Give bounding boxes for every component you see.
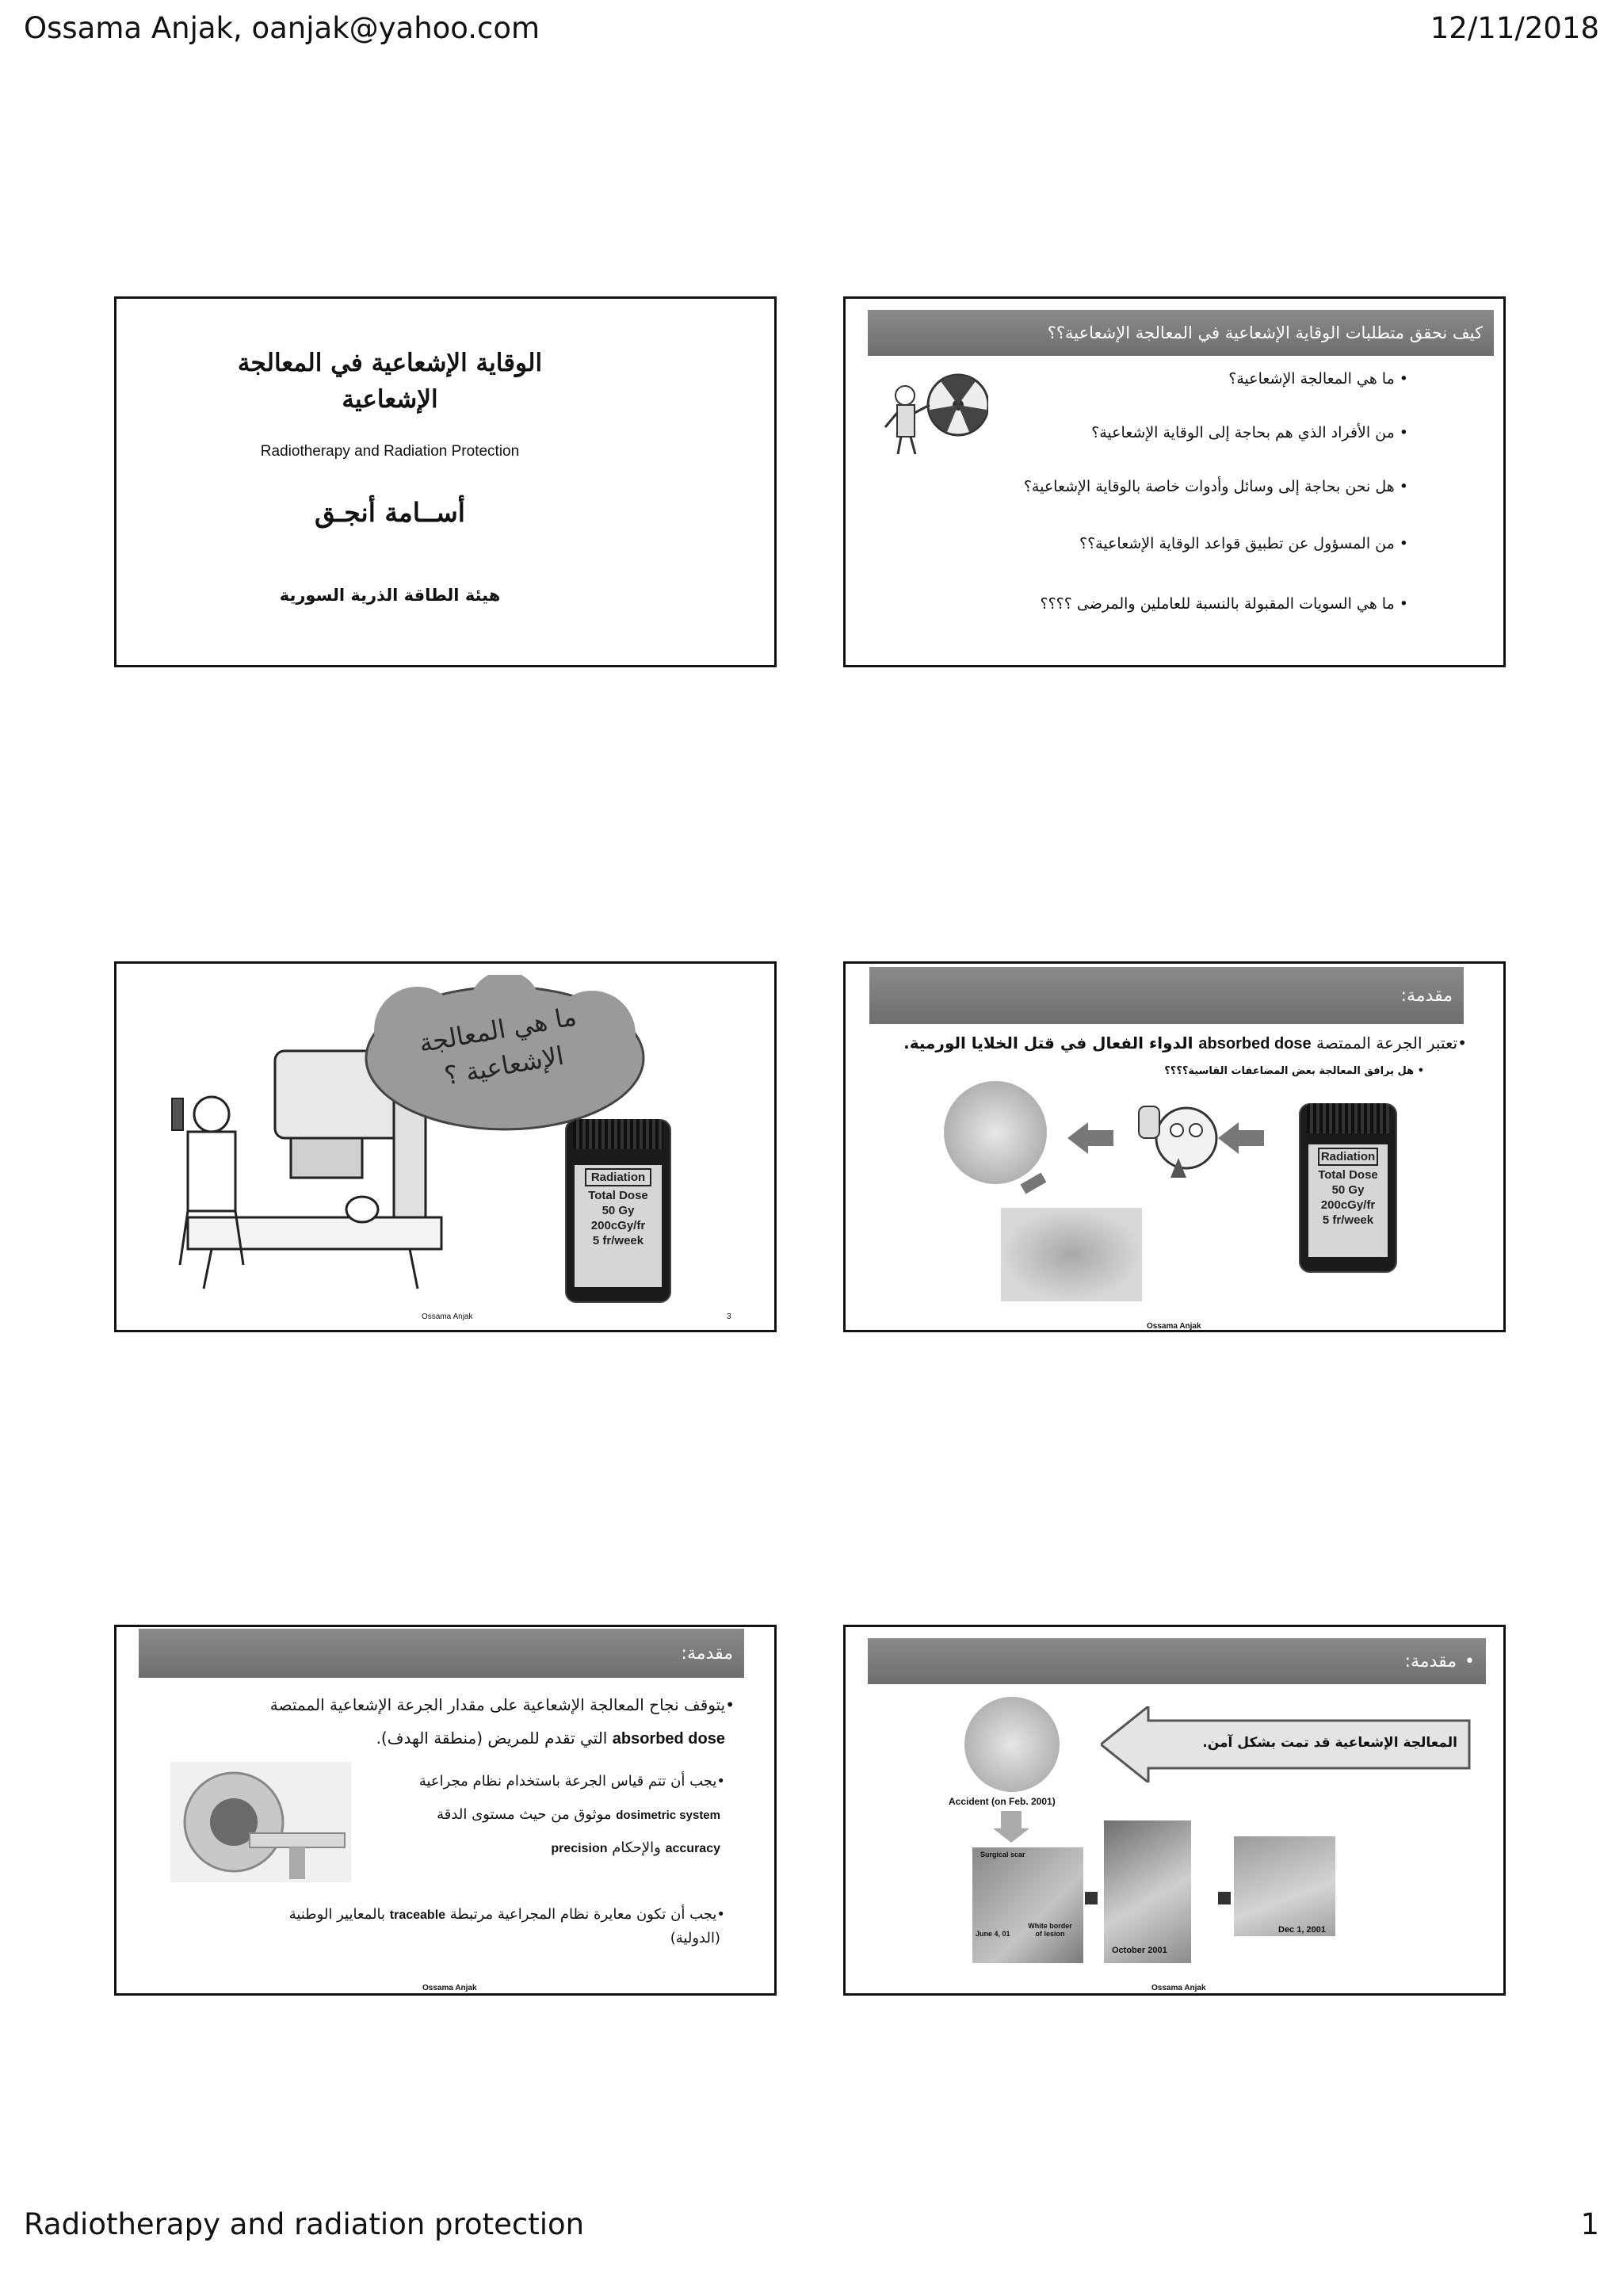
slide-intro-1-bullet-main: •تعتبر الجرعة الممتصة absorbed dose الدواء الفعال في قتل الخلايا الورمية. [903, 1033, 1467, 1052]
bottle-cap [573, 1119, 663, 1149]
slide-intro-2-bullet-2-line1: •يجب أن تتم قياس الجرعة باستخدام نظام مجراعية [418, 1773, 725, 1790]
arrow-left-stem [1088, 1130, 1113, 1146]
injury-photo-october [1104, 1820, 1191, 1963]
arrow-right-icon [1218, 1892, 1231, 1904]
page-footer-number: 1 [1580, 2207, 1599, 2241]
bullet-2-line1-text: يجب أن تتم قياس الجرعة باستخدام نظام مجراعية [418, 1773, 717, 1790]
arrow-down-icon [1001, 1811, 1022, 1828]
slide-intro-3-title-text: مقدمة: [1404, 1651, 1457, 1671]
bottle-label-line4: 5 fr/week [592, 1234, 644, 1247]
slide-questions-bullet-2: • من الأفراد الذي هم بحاجة إلى الوقاية الإشعاعية؟ [1091, 424, 1408, 441]
slide-what-is-radiotherapy [114, 961, 777, 1332]
bullet-3-line1-post: بالمعايير الوطنية [288, 1906, 390, 1923]
slide-intro-1-title: مقدمة: [869, 967, 1464, 1024]
bottle-label-line1: Total Dose [588, 1189, 648, 1202]
skin-injury-photo [1001, 1208, 1142, 1301]
radiation-warning-illustration [877, 364, 988, 459]
bottle-label-line2: 50 Gy [601, 1204, 635, 1217]
slide-title-author: أســامة أنجـق [315, 497, 465, 528]
bullet-2-line2-en: dosimetric system [616, 1809, 720, 1822]
bottle-label-tag: Radiation [1318, 1148, 1378, 1166]
page-header-author: Ossama Anjak, oanjak@yahoo.com [24, 11, 540, 45]
slide-intro-1 [843, 961, 1506, 1332]
slide-intro-3-title: • مقدمة: [868, 1638, 1486, 1684]
slide-intro-2-bullet-2-line2 [437, 1806, 720, 1823]
bottle-label-line1: Total Dose [1318, 1168, 1378, 1182]
slide-number: 3 [727, 1312, 731, 1321]
slide-footer-name: Ossama Anjak [422, 1312, 473, 1321]
october-caption: October 2001 [1112, 1946, 1167, 1955]
slide-questions-title: كيف نحقق متطلبات الوقاية الإشعاعية في المعالجة الإشعاعية؟؟ [868, 310, 1494, 356]
bottle-label-line3: 200cGy/fr [1320, 1198, 1376, 1212]
bullet-main-text-pre: تعتبر الجرعة الممتصة [1311, 1033, 1458, 1052]
linac-machine-photo [170, 1762, 351, 1882]
slide-intro-1-bullet-sub: • هل يرافق المعالجة بعض المضاعفات القاسية؟؟؟؟ [1164, 1065, 1424, 1077]
slide-intro-2 [114, 1625, 777, 1996]
bullet-2-line2-ar: موثوق من حيث مستوى الدقة [437, 1806, 617, 1823]
bullet-3-line1-pre: يجب أن تكون معايرة نظام المجراعية مرتبطة [445, 1906, 717, 1923]
arrow-left-icon [1067, 1122, 1088, 1154]
slide-questions-bullet-1: • ما هي المعالجة الإشعاعية؟ [1228, 370, 1408, 388]
bullet-2-line3-en2: precision [551, 1842, 608, 1855]
slide-questions [843, 296, 1506, 667]
surgical-scar-caption: Surgical scar [980, 1851, 1025, 1859]
slide-footer-name: Ossama Anjak [1147, 1322, 1201, 1331]
slide-title-subtitle: Radiotherapy and Radiation Protection [260, 443, 520, 460]
injury-photo-december [1234, 1836, 1335, 1936]
arrow-down-head [993, 1828, 1029, 1843]
page-footer-title: Radiotherapy and radiation protection [24, 2207, 585, 2241]
radiation-bottle [565, 1119, 671, 1303]
therapy-room-photo [944, 1081, 1047, 1184]
slide-intro-2-bullet-2-line3 [551, 1839, 720, 1856]
slide-intro-2-bullet-1-line1: •يتوقف نجاح المعالجة الإشعاعية على مقدار الجرعة الإشعاعية الممتصة [269, 1695, 735, 1714]
arrow-left-stem [1239, 1130, 1264, 1146]
bottle-label-line2: 50 Gy [1331, 1183, 1365, 1197]
bullet-2-line3-ar: والإحكام [607, 1839, 666, 1856]
mascot-drinking-illustration [1131, 1091, 1226, 1186]
arrow-down-icon [1021, 1172, 1047, 1194]
injury-photo-june [972, 1847, 1083, 1963]
june-caption: June 4, 01 [976, 1930, 1010, 1938]
slide-footer-name: Ossama Anjak [422, 1984, 477, 1992]
bottle-cap [1307, 1103, 1389, 1133]
slide-title-heading: الوقاية الإشعاعية في المعالجة الإشعاعية [237, 349, 543, 414]
bullet-1-line1-text: يتوقف نجاح المعالجة الإشعاعية على مقدار الجرعة الإشعاعية الممتصة [269, 1695, 726, 1714]
bullet-main-text-en: absorbed dose [1198, 1035, 1312, 1052]
slide-questions-bullet-3: • هل نحن بحاجة إلى وسائل وأدوات خاصة بالوقاية الإشعاعية؟ [1024, 478, 1408, 495]
accident-caption: Accident (on Feb. 2001) [949, 1796, 1056, 1807]
arrow-right-icon [1085, 1892, 1098, 1904]
bottle-label-line4: 5 fr/week [1322, 1213, 1374, 1227]
radiation-bottle [1299, 1103, 1397, 1273]
thought-cloud-text: ما هي المعالجة الإشعاعية ؟ [416, 1001, 579, 1091]
slide-intro-3 [843, 1625, 1506, 1996]
slide-title [114, 296, 777, 667]
white-border-caption: White border of lesion [1028, 1922, 1072, 1938]
bullet-1-line2-ar: التي تقدم للمريض (منطقة الهدف). [376, 1729, 613, 1748]
bottle-label [575, 1165, 662, 1287]
slide-questions-bullet-5: • ما هي السويات المقبولة بالنسبة للعاملين والمرضى ؟؟؟؟ [1041, 595, 1409, 613]
bullet-1-line2-en: absorbed dose [612, 1730, 725, 1748]
therapy-room-photo [964, 1697, 1060, 1792]
slide-intro-2-bullet-3-line1: •يجب أن تكون معايرة نظام المجراعية مرتبطة traceable بالمعايير الوطنية [288, 1906, 725, 1923]
slide-title-organization: هيئة الطاقة الذرية السورية [279, 586, 501, 605]
bullet-main-text-post: الدواء الفعال في قتل الخلايا الورمية. [903, 1033, 1199, 1052]
slide-questions-bullet-4: • من المسؤول عن تطبيق قواعد الوقاية الإشعاعية؟؟ [1079, 535, 1408, 552]
bullet-sub-text: هل يرافق المعالجة بعض المضاعفات القاسية؟؟؟؟ [1164, 1065, 1415, 1077]
slide-footer-name: Ossama Anjak [1151, 1984, 1206, 1992]
slide-intro-2-bullet-1-line2 [376, 1729, 725, 1748]
bullet-3-line1-en: traceable [389, 1908, 446, 1922]
slide-intro-2-title: مقدمة: [139, 1629, 744, 1678]
slide-intro-2-bullet-3-line2: (الدولية) [670, 1930, 720, 1946]
bottle-label-line3: 200cGy/fr [590, 1219, 646, 1232]
callout-text: المعالجة الإشعاعية قد تمت بشكل آمن. [1202, 1735, 1457, 1751]
bottle-label-tag: Radiation [585, 1168, 651, 1186]
bullet-2-line3-en1: accuracy [665, 1842, 720, 1855]
december-caption: Dec 1, 2001 [1278, 1925, 1326, 1935]
bottle-label [1308, 1144, 1388, 1257]
page-header-date: 12/11/2018 [1430, 11, 1599, 45]
